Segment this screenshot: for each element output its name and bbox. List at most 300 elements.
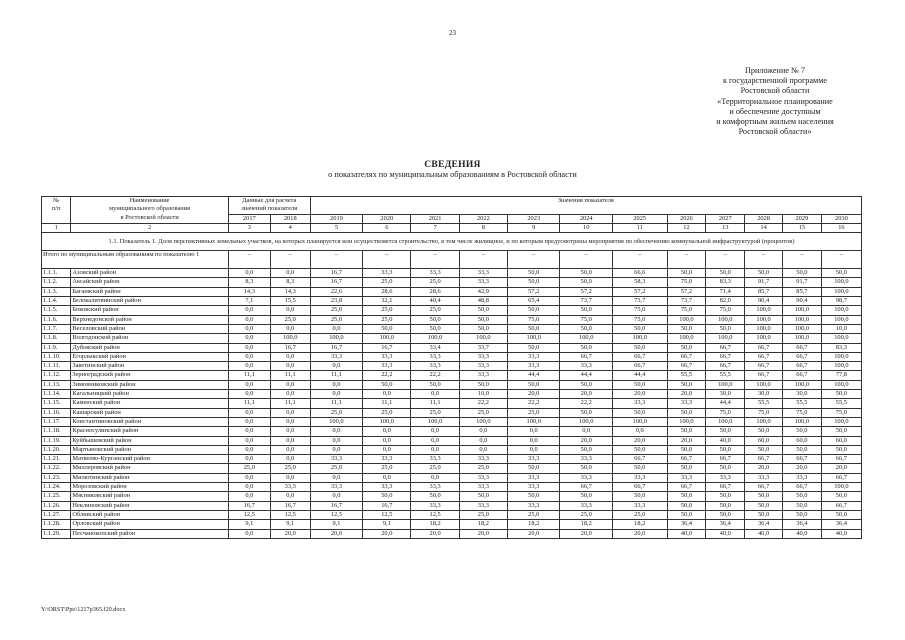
row-value: 75,0 xyxy=(821,408,861,417)
row-value: 20,0 xyxy=(612,390,667,399)
row-value: 33,3 xyxy=(459,473,507,482)
row-value: 11,1 xyxy=(228,371,270,380)
row-value: 0,0 xyxy=(228,445,270,454)
row-value: 0,0 xyxy=(310,473,362,482)
row-value: 83,3 xyxy=(821,343,861,352)
row-value: 100,0 xyxy=(745,380,783,389)
table-row xyxy=(42,427,862,436)
row-value: 20,0 xyxy=(560,529,612,538)
header-no: № п/п xyxy=(42,197,71,224)
row-value: 100,0 xyxy=(821,287,861,296)
row-value: 91,7 xyxy=(782,278,821,287)
row-value: 33,3 xyxy=(459,352,507,361)
row-code: 1.1.9. xyxy=(42,343,71,352)
row-value: 0,0 xyxy=(270,455,310,464)
row-value: 11,1 xyxy=(228,399,270,408)
row-value: 65,4 xyxy=(508,297,560,306)
total-value: – xyxy=(270,251,310,269)
subtitle: о показателях по муниципальным образованиям в Ростовской области xyxy=(328,170,577,179)
total-value: – xyxy=(228,251,270,269)
row-value: 75,0 xyxy=(508,315,560,324)
municipality-name: Куйбышевский район xyxy=(71,436,228,445)
indicator-note: 1.1. Показатель 1. Доля перспективных земельных участков, на которых планируется или осуществляется строительство, в том числе жилищное, и по которым предусмотрены мероприятия по обеспечению коммунальной инфраструктурой (процентов) xyxy=(42,233,862,251)
row-value: 0,0 xyxy=(270,427,310,436)
row-value: 0,0 xyxy=(228,427,270,436)
row-value: 0,0 xyxy=(363,427,411,436)
row-value: 25,0 xyxy=(459,408,507,417)
row-value: 71,4 xyxy=(706,287,745,296)
row-value: 66,7 xyxy=(745,362,783,371)
row-value: 33,3 xyxy=(508,352,560,361)
row-value: 44,4 xyxy=(706,399,745,408)
appendix-line: и комфортным жильем населения xyxy=(716,117,834,127)
table-row xyxy=(42,343,862,352)
row-value: 14,3 xyxy=(270,287,310,296)
row-value: 8,3 xyxy=(270,278,310,287)
row-value: 0,0 xyxy=(228,352,270,361)
row-value: 0,0 xyxy=(363,390,411,399)
row-value: 50,0 xyxy=(667,510,706,519)
municipality-name: Каменский район xyxy=(71,399,228,408)
row-value: 50,0 xyxy=(612,445,667,454)
row-value: 50,0 xyxy=(821,492,861,501)
municipality-name: Матвеево-Курганский район xyxy=(71,455,228,464)
row-value: 22,2 xyxy=(363,371,411,380)
row-value: 0,0 xyxy=(310,362,362,371)
total-label: Итого по муниципальным образованиям по показателю 1 xyxy=(42,251,229,269)
row-value: 9,1 xyxy=(363,520,411,529)
row-value: 33,3 xyxy=(459,269,507,278)
row-value: 100,0 xyxy=(706,380,745,389)
row-value: 9,1 xyxy=(270,520,310,529)
row-value: 57,2 xyxy=(508,287,560,296)
row-value: 0,0 xyxy=(228,455,270,464)
row-value: 50,0 xyxy=(782,510,821,519)
document-title xyxy=(0,160,905,180)
row-value: 20,0 xyxy=(821,464,861,473)
row-value: 33,3 xyxy=(459,501,507,510)
row-value: 100,0 xyxy=(706,334,745,343)
row-value: 33,3 xyxy=(411,483,459,492)
row-code: 1.1.17. xyxy=(42,417,71,426)
row-code: 1.1.6. xyxy=(42,315,71,324)
header-year: 2017 xyxy=(228,214,270,223)
row-value: 75,0 xyxy=(612,315,667,324)
table-row xyxy=(42,297,862,306)
total-value: – xyxy=(310,251,362,269)
row-value: 0,0 xyxy=(270,269,310,278)
row-value: 0,0 xyxy=(228,362,270,371)
row-value: 100,0 xyxy=(745,417,783,426)
row-value: 33,3 xyxy=(706,473,745,482)
row-value: 50,0 xyxy=(782,269,821,278)
row-value: 0,0 xyxy=(228,483,270,492)
header-year: 2028 xyxy=(745,214,783,223)
row-value: 66,7 xyxy=(612,455,667,464)
row-code: 1.1.26. xyxy=(42,501,71,510)
row-value: 50,0 xyxy=(821,445,861,454)
row-value: 66,7 xyxy=(821,501,861,510)
page-number: 23 xyxy=(449,29,456,37)
row-value: 0,0 xyxy=(411,445,459,454)
row-code: 1.1.27. xyxy=(42,510,71,519)
row-value: 0,0 xyxy=(228,417,270,426)
row-value: 0,0 xyxy=(560,427,612,436)
table-row xyxy=(42,445,862,454)
row-code: 1.1.13. xyxy=(42,380,71,389)
row-value: 50,0 xyxy=(411,380,459,389)
row-value: 44,4 xyxy=(560,371,612,380)
row-value: 100,0 xyxy=(508,334,560,343)
row-value: 33,3 xyxy=(560,362,612,371)
row-value: 40,4 xyxy=(411,297,459,306)
row-value: 25,0 xyxy=(612,510,667,519)
row-value: 50,0 xyxy=(560,324,612,333)
row-value: 50,0 xyxy=(508,343,560,352)
row-value: 25,0 xyxy=(411,306,459,315)
row-value: 18,2 xyxy=(411,520,459,529)
row-value: 75,0 xyxy=(745,408,783,417)
row-value: 0,0 xyxy=(310,324,362,333)
row-value: 50,0 xyxy=(667,408,706,417)
row-value: 91,7 xyxy=(745,278,783,287)
row-value: 100,0 xyxy=(821,278,861,287)
row-value: 73,7 xyxy=(612,297,667,306)
row-value: 66,7 xyxy=(782,483,821,492)
column-number: 6 xyxy=(363,223,411,232)
row-code: 1.1.16. xyxy=(42,408,71,417)
row-value: 25,0 xyxy=(508,510,560,519)
row-value: 50,0 xyxy=(363,324,411,333)
appendix-line: «Территориальное планирование xyxy=(717,96,833,106)
row-value: 66,7 xyxy=(706,455,745,464)
indicators-table xyxy=(41,196,862,539)
table-row xyxy=(42,306,862,315)
municipality-name: Обливский район xyxy=(71,510,228,519)
row-value: 28,6 xyxy=(363,287,411,296)
row-value: 50,0 xyxy=(508,324,560,333)
row-value: 82,0 xyxy=(706,297,745,306)
row-value: 33,3 xyxy=(508,501,560,510)
row-value: 0,0 xyxy=(411,436,459,445)
row-value: 66,7 xyxy=(667,455,706,464)
row-value: 25,0 xyxy=(508,408,560,417)
row-code: 1.1.10. xyxy=(42,352,71,361)
row-value: 20,0 xyxy=(560,390,612,399)
row-value: 0,0 xyxy=(270,390,310,399)
row-value: 73,7 xyxy=(667,297,706,306)
row-value: 36,4 xyxy=(782,520,821,529)
row-value: 25,0 xyxy=(363,306,411,315)
row-value: 16,7 xyxy=(228,501,270,510)
row-value: 7,1 xyxy=(228,297,270,306)
row-value: 30,0 xyxy=(782,390,821,399)
row-value: 100,0 xyxy=(821,380,861,389)
row-value: 50,0 xyxy=(745,427,783,436)
row-value: 12,5 xyxy=(363,510,411,519)
row-value: 100,0 xyxy=(821,483,861,492)
row-value: 50,0 xyxy=(667,492,706,501)
row-value: 0,0 xyxy=(411,473,459,482)
row-value: 16,7 xyxy=(310,269,362,278)
row-value: 12,5 xyxy=(411,510,459,519)
row-value: 55,5 xyxy=(745,399,783,408)
row-value: 18,2 xyxy=(508,520,560,529)
row-value: 0,0 xyxy=(270,436,310,445)
row-value: 66,7 xyxy=(821,473,861,482)
row-value: 50,0 xyxy=(706,324,745,333)
row-value: 57,2 xyxy=(612,287,667,296)
header-year: 2026 xyxy=(667,214,706,223)
row-value: 66,6 xyxy=(612,269,667,278)
total-value: – xyxy=(560,251,612,269)
row-value: 50,0 xyxy=(560,445,612,454)
row-value: 0,0 xyxy=(270,473,310,482)
table-row xyxy=(42,371,862,380)
row-value: 30,0 xyxy=(745,390,783,399)
row-value: 0,0 xyxy=(310,492,362,501)
row-value: 11,1 xyxy=(363,399,411,408)
row-value: 100,0 xyxy=(363,334,411,343)
total-value: – xyxy=(459,251,507,269)
row-value: 66,7 xyxy=(706,483,745,492)
header-name: Наименование муниципального образования в Ростовской области xyxy=(71,197,228,224)
row-value: 66,7 xyxy=(560,352,612,361)
row-value: 66,7 xyxy=(706,362,745,371)
column-numbers-row xyxy=(42,223,862,232)
row-value: 50,0 xyxy=(821,427,861,436)
row-value: 33,3 xyxy=(745,473,783,482)
row-value: 50,0 xyxy=(821,269,861,278)
row-value: 50,0 xyxy=(706,510,745,519)
row-value: 0,0 xyxy=(228,492,270,501)
row-value: 50,0 xyxy=(612,492,667,501)
municipality-name: Азовский район xyxy=(71,269,228,278)
header-year: 2022 xyxy=(459,214,507,223)
row-code: 1.1.23. xyxy=(42,473,71,482)
appendix-line: к государственной программе xyxy=(722,76,828,86)
total-value: – xyxy=(363,251,411,269)
row-value: 100,0 xyxy=(667,334,706,343)
row-value: 83,3 xyxy=(706,278,745,287)
row-value: 33,3 xyxy=(612,473,667,482)
municipality-name: Мартыновский район xyxy=(71,445,228,454)
row-value: 22,2 xyxy=(560,399,612,408)
row-value: 20,0 xyxy=(612,436,667,445)
municipality-name: Заветинский район xyxy=(71,362,228,371)
row-value: 50,0 xyxy=(821,390,861,399)
row-value: 50,0 xyxy=(745,501,783,510)
row-value: 50,0 xyxy=(560,408,612,417)
row-value: 33,3 xyxy=(508,362,560,371)
row-value: 75,0 xyxy=(782,408,821,417)
column-number: 15 xyxy=(782,223,821,232)
row-code: 1.1.12. xyxy=(42,371,71,380)
row-value: 100,0 xyxy=(782,334,821,343)
row-value: 11,1 xyxy=(270,399,310,408)
total-value: – xyxy=(706,251,745,269)
row-value: 75,0 xyxy=(667,278,706,287)
row-value: 0,0 xyxy=(228,473,270,482)
row-value: 36,4 xyxy=(745,520,783,529)
row-value: 55,5 xyxy=(782,399,821,408)
row-value: 33,3 xyxy=(508,483,560,492)
row-value: 0,0 xyxy=(411,427,459,436)
row-value: 90,4 xyxy=(782,297,821,306)
row-value: 33,3 xyxy=(270,483,310,492)
table-row xyxy=(42,464,862,473)
row-value: 66,7 xyxy=(612,362,667,371)
row-code: 1.1.7. xyxy=(42,324,71,333)
row-value: 50,0 xyxy=(560,306,612,315)
row-value: 50,0 xyxy=(508,278,560,287)
row-value: 30,0 xyxy=(706,390,745,399)
municipality-name: Константиновский район xyxy=(71,417,228,426)
table-row xyxy=(42,529,862,538)
header-calc: Данные для расчета значений показателя xyxy=(228,197,310,215)
municipality-name: Мясниковский район xyxy=(71,492,228,501)
row-value: 33,3 xyxy=(310,352,362,361)
row-value: 23,8 xyxy=(310,297,362,306)
row-value: 58,3 xyxy=(612,278,667,287)
row-value: 100,0 xyxy=(706,315,745,324)
appendix-line: Ростовской области xyxy=(740,86,810,96)
row-code: 1.1.29. xyxy=(42,529,71,538)
title: СВЕДЕНИЯ xyxy=(424,160,481,170)
row-value: 22,2 xyxy=(411,371,459,380)
row-value: 16,7 xyxy=(310,501,362,510)
row-value: 57,2 xyxy=(667,287,706,296)
row-value: 20,0 xyxy=(667,390,706,399)
row-value: 33,3 xyxy=(310,483,362,492)
row-value: 100,0 xyxy=(745,306,783,315)
column-number: 3 xyxy=(228,223,270,232)
municipality-name: Боковский район xyxy=(71,306,228,315)
row-value: 50,0 xyxy=(782,501,821,510)
row-value: 100,0 xyxy=(821,352,861,361)
municipality-name: Егорлыкский район xyxy=(71,352,228,361)
row-value: 50,0 xyxy=(459,380,507,389)
table-row xyxy=(42,315,862,324)
row-code: 1.1.5. xyxy=(42,306,71,315)
row-value: 50,0 xyxy=(706,269,745,278)
row-value: 16,7 xyxy=(363,501,411,510)
row-value: 33,3 xyxy=(363,483,411,492)
row-value: 20,0 xyxy=(560,436,612,445)
row-value: 100,0 xyxy=(782,324,821,333)
row-value: 100,0 xyxy=(270,334,310,343)
row-value: 0,0 xyxy=(508,427,560,436)
row-value: 60,0 xyxy=(745,436,783,445)
row-value: 0,0 xyxy=(228,529,270,538)
row-value: 14,3 xyxy=(228,287,270,296)
row-code: 1.1.3. xyxy=(42,287,71,296)
row-value: 9,1 xyxy=(228,520,270,529)
row-value: 0,0 xyxy=(228,334,270,343)
row-value: 36,4 xyxy=(821,520,861,529)
municipality-name: Белокалитвинский район xyxy=(71,297,228,306)
row-value: 50,0 xyxy=(560,492,612,501)
row-value: 25,0 xyxy=(363,315,411,324)
row-value: 50,0 xyxy=(508,380,560,389)
row-value: 75,0 xyxy=(667,306,706,315)
row-value: 100,0 xyxy=(667,315,706,324)
row-value: 0,0 xyxy=(508,436,560,445)
row-value: 25,0 xyxy=(363,278,411,287)
row-value: 32,1 xyxy=(363,297,411,306)
table-row xyxy=(42,362,862,371)
row-value: 0,0 xyxy=(228,390,270,399)
row-value: 0,0 xyxy=(228,315,270,324)
row-value: 50,0 xyxy=(560,269,612,278)
row-value: 50,0 xyxy=(612,464,667,473)
row-value: 75,0 xyxy=(612,306,667,315)
row-value: 20,0 xyxy=(612,529,667,538)
row-value: 25,0 xyxy=(310,464,362,473)
row-value: 0,0 xyxy=(363,436,411,445)
header-year: 2027 xyxy=(706,214,745,223)
row-value: 50,0 xyxy=(667,445,706,454)
row-value: 75,0 xyxy=(706,306,745,315)
row-value: 25,0 xyxy=(310,306,362,315)
row-value: 0,0 xyxy=(310,427,362,436)
row-value: 100,0 xyxy=(821,362,861,371)
table-row xyxy=(42,269,862,278)
table-row xyxy=(42,520,862,529)
row-value: 0,0 xyxy=(228,436,270,445)
row-value: 25,0 xyxy=(411,464,459,473)
row-value: 50,0 xyxy=(508,492,560,501)
municipality-name: Багаевский район xyxy=(71,287,228,296)
row-code: 1.1.20. xyxy=(42,445,71,454)
row-value: 20,0 xyxy=(508,529,560,538)
row-value: 100,0 xyxy=(667,417,706,426)
table-row xyxy=(42,324,862,333)
total-value: – xyxy=(612,251,667,269)
row-value: 50,0 xyxy=(782,427,821,436)
row-value: 50,0 xyxy=(667,427,706,436)
row-value: 60,0 xyxy=(782,436,821,445)
row-value: 66,7 xyxy=(667,352,706,361)
header-year: 2020 xyxy=(363,214,411,223)
row-value: 0,0 xyxy=(310,436,362,445)
row-value: 16,7 xyxy=(270,501,310,510)
row-value: 100,0 xyxy=(821,417,861,426)
row-value: 50,0 xyxy=(411,324,459,333)
file-path: Y:\ORST\Ppo\1217p365.f20.docx xyxy=(41,606,126,613)
row-value: 50,0 xyxy=(706,501,745,510)
row-value: 12,5 xyxy=(270,510,310,519)
row-value: 100,0 xyxy=(782,306,821,315)
row-value: 50,0 xyxy=(508,269,560,278)
row-value: 25,0 xyxy=(310,315,362,324)
row-value: 0,0 xyxy=(459,436,507,445)
row-value: 18,2 xyxy=(560,520,612,529)
row-value: 66,7 xyxy=(706,352,745,361)
municipality-name: Миллеровский район xyxy=(71,464,228,473)
row-value: 100,0 xyxy=(411,334,459,343)
row-value: 66,7 xyxy=(667,362,706,371)
row-value: 11,1 xyxy=(411,399,459,408)
appendix-line: Ростовской области» xyxy=(738,127,812,137)
row-value: 0,0 xyxy=(270,445,310,454)
row-value: 66,7 xyxy=(782,352,821,361)
row-value: 25,0 xyxy=(459,464,507,473)
row-value: 85,7 xyxy=(745,287,783,296)
row-value: 0,0 xyxy=(363,445,411,454)
table-row xyxy=(42,473,862,482)
row-value: 100,0 xyxy=(560,334,612,343)
